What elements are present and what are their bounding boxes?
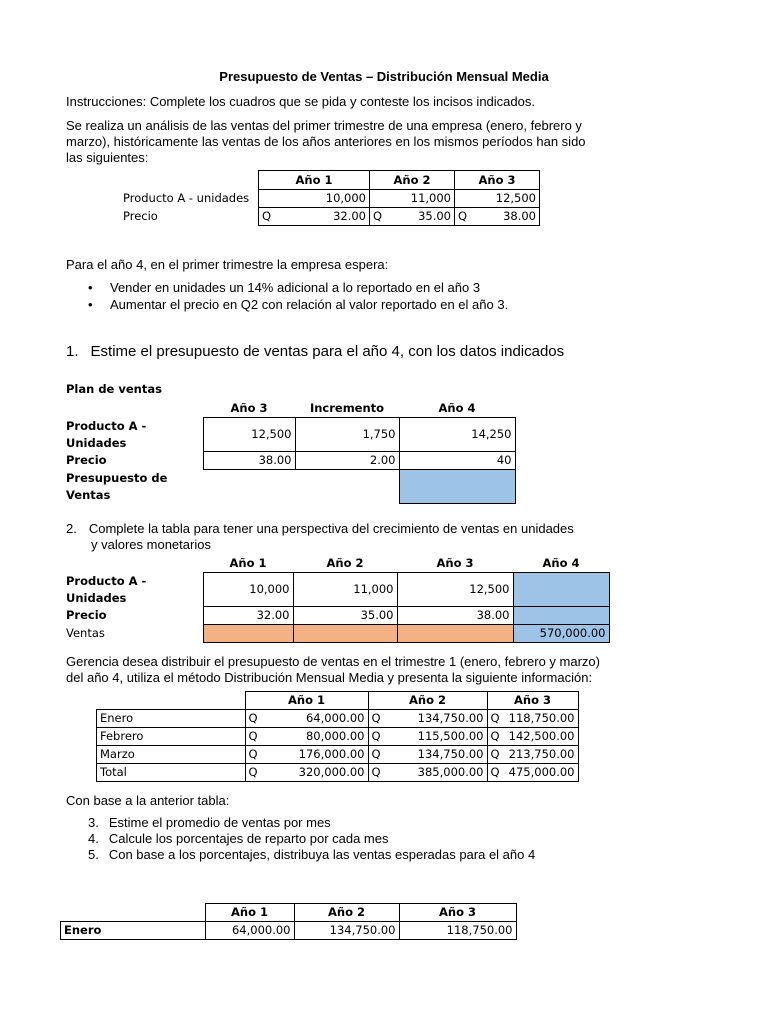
cell: 38.00 [475,208,540,226]
answer-cell[interactable] [513,573,609,607]
header: Año 3 [230,401,268,415]
currency: Q [368,728,389,746]
cell: 570,000.00 [513,625,609,643]
gerencia-line-2: del año 4, utiliza el método Distribución Mensual Media y presenta la siguiente información: [66,670,593,685]
cell: 1,750 [295,418,399,452]
cell: 11,000 [370,190,455,208]
cell: 40 [399,452,515,470]
task-item: 4. Calcule los porcentajes de reparto por cada mes [88,831,389,846]
cell: 64,000.00 [205,922,294,940]
row-label: Enero [61,922,206,940]
currency: Q [245,746,266,764]
cell: 115,500.00 [389,728,488,746]
header: Año 2 [294,904,399,922]
header-ano-1: Año 1 [259,171,370,190]
header: Incremento [309,401,385,415]
cell: 38.00 [397,607,513,625]
cell: 320,000.00 [266,764,369,782]
task-item: 5. Con base a los porcentajes, distribuya las ventas esperadas para el año 4 [88,847,536,862]
answer-cell[interactable] [203,625,293,643]
cell: 134,750.00 [389,746,488,764]
row-label: Producto A - Unidades [66,418,147,450]
answer-cell[interactable] [513,607,609,625]
historical-table [120,170,540,226]
header: Año 4 [438,401,476,415]
currency: Q [455,208,476,226]
cell: 118,750.00 [500,710,578,728]
plan-title: Plan de ventas [66,382,162,396]
currency: Q [245,710,266,728]
cell: 134,750.00 [294,922,399,940]
cell: 32.00 [203,607,293,625]
row-label-price: Precio [123,209,158,223]
answer-cell[interactable] [397,625,513,643]
cell: 10,000 [203,573,293,607]
cell: 176,000.00 [266,746,369,764]
cell: 142,500.00 [500,728,578,746]
header: Año 2 [326,556,364,570]
bullet-item: • Vender en unidades un 14% adicional a lo reportado en el año 3 [88,280,481,295]
cell [203,470,295,504]
intro-line-1: Se realiza un análisis de las ventas del primer trimestre de una empresa (enero, febrero y [66,118,582,133]
currency: Q [370,208,391,226]
cell [295,470,399,504]
currency: Q [368,746,389,764]
header: Año 3 [487,692,578,710]
page-title: Presupuesto de Ventas – Distribución Mensual Media [219,69,549,84]
cell: 12,500 [455,190,540,208]
gerencia-line-1: Gerencia desea distribuir el presupuesto de ventas en el trimestre 1 (enero, febrero y marzo) [66,654,600,669]
task-list [88,815,535,863]
currency: Q [368,764,389,782]
currency: Q [487,728,500,746]
row-label: Total [97,764,246,782]
cell: 10,000 [259,190,370,208]
cell: 80,000.00 [266,728,369,746]
currency: Q [368,710,389,728]
row-label: Ventas [66,626,105,640]
cell: 134,750.00 [389,710,488,728]
header-ano-2: Año 2 [370,171,455,190]
question-2: 2. Complete la tabla para tener una perspectiva del crecimiento de ventas en unidades y valores monetarios [66,521,574,552]
header-ano-3: Año 3 [455,171,540,190]
currency: Q [245,764,266,782]
cell: 118,750.00 [399,922,516,940]
row-label: Producto A - Unidades [66,573,147,605]
row-label: Enero [97,710,246,728]
bullet-item: • Aumentar el precio en Q2 con relación al valor reportado en el año 3. [88,297,509,312]
cell: 35.00 [390,208,455,226]
cell: 32.00 [279,208,370,226]
cell: 14,250 [399,418,515,452]
currency: Q [245,728,266,746]
cell: 38.00 [203,452,295,470]
row-label: Febrero [97,728,246,746]
cell: 35.00 [293,607,397,625]
row-label: Precio [66,453,107,467]
cell: 213,750.00 [500,746,578,764]
cell: 2.00 [295,452,399,470]
plan-table [63,400,516,504]
row-label: Marzo [97,746,246,764]
intro-line-3: las siguientes: [66,150,149,165]
task-item: 3. Estime el promedio de ventas por mes [88,815,331,830]
header: Año 1 [229,556,267,570]
header: Año 4 [542,556,580,570]
january-table [60,903,517,940]
header: Año 2 [368,692,487,710]
cell: 385,000.00 [389,764,488,782]
row-label-units: Producto A - unidades [123,191,250,205]
answer-cell[interactable] [399,470,515,504]
cell: 11,000 [293,573,397,607]
monthly-table [96,691,579,782]
instructions: Instrucciones: Complete los cuadros que se pida y conteste los incisos indicados. [66,94,535,109]
currency: Q [487,710,500,728]
question-1: 1. Estime el presupuesto de ventas para el año 4, con los datos indicados [66,343,565,360]
base-text: Con base a la anterior tabla: [66,793,230,808]
header: Año 3 [399,904,516,922]
header: Año 1 [205,904,294,922]
cell: 475,000.00 [500,764,578,782]
cell: 12,500 [397,573,513,607]
currency: Q [487,746,500,764]
intro-line-2: marzo), históricamente las ventas de los años anteriores en los mismos períodos han sido [66,134,586,149]
cell: 64,000.00 [266,710,369,728]
row-label: Precio [66,608,107,622]
expect-intro: Para el año 4, en el primer trimestre la empresa espera: [66,257,389,272]
row-label: Presupuesto de Ventas [66,470,168,502]
currency: Q [487,764,500,782]
answer-cell[interactable] [293,625,397,643]
currency: Q [259,208,280,226]
header: Año 3 [436,556,474,570]
header: Año 1 [245,692,368,710]
cell: 12,500 [203,418,295,452]
growth-table [63,555,610,643]
